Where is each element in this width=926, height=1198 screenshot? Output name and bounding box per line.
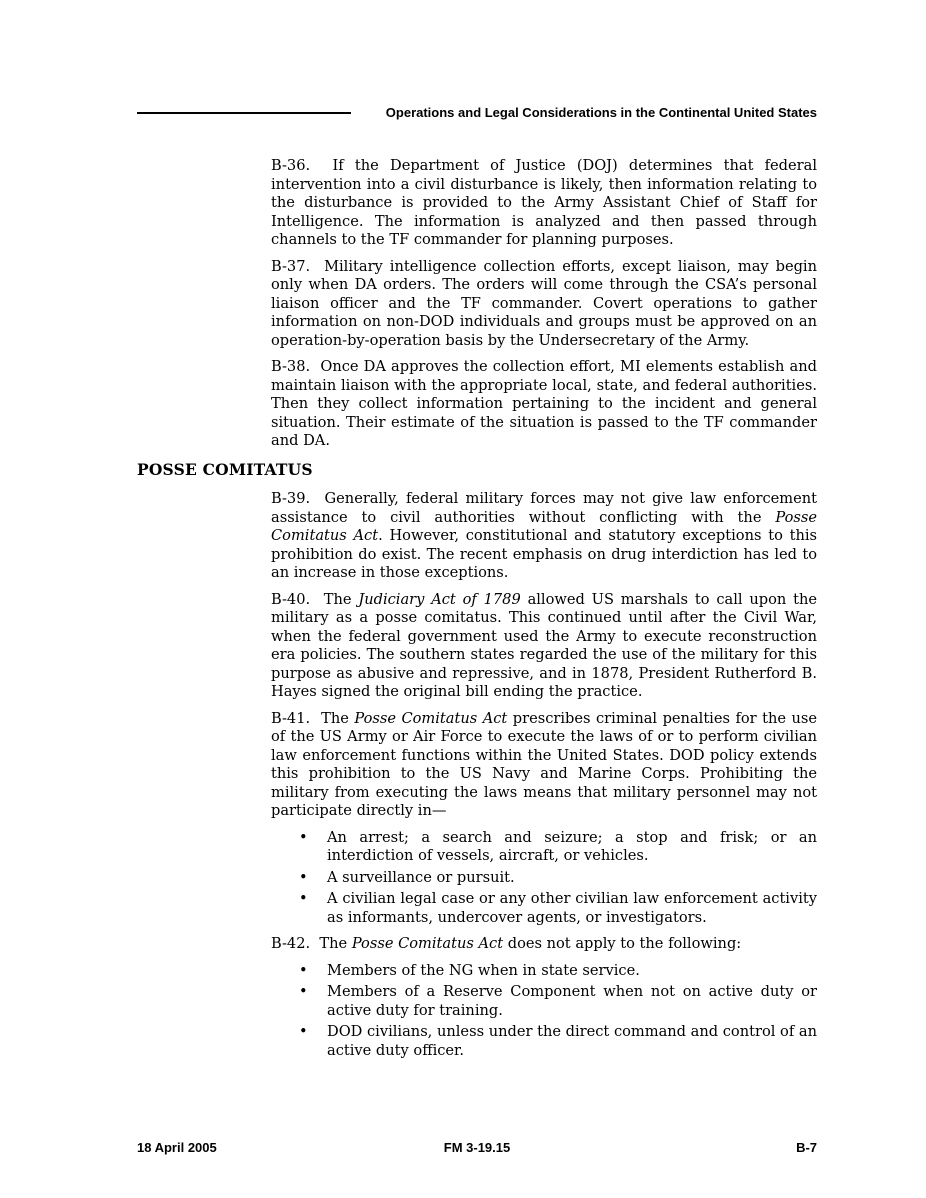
text-run: prescribes criminal penalties for the use of the US Army or Air Force to execute the laws of or to perform civilian law enforcement functions within the United States. DOD policy extends this prohibition to the US Navy and Marine Corps. Prohibiting the military from executing the laws means that military personnel may not participate directly in— <box>271 709 818 819</box>
page-footer <box>137 1140 817 1155</box>
text-run: allowed US marshals to call upon the military as a posse comitatus. This continued until after the Civil War, when the federal government used the Army to execute reconstruction era policies. The southern states regarded the use of the military for this purpose as abusive and repressive, and in 1878, President Rutherford B. Hayes signed the original bill ending the practice. <box>271 590 818 700</box>
paragraph-b-39 <box>271 490 817 583</box>
bullet-item <box>271 983 817 1020</box>
italic-text: Judiciary Act of 1789 <box>358 590 521 608</box>
text-run: A surveillance or pursuit. <box>327 868 515 886</box>
header-rule <box>137 112 351 114</box>
text-run: Members of the NG when in state service. <box>327 961 640 979</box>
section <box>137 461 817 1061</box>
section-heading: POSSE COMITATUS <box>137 459 313 479</box>
text-run: B-41. The <box>271 709 355 727</box>
text-run: Members of a Reserve Component when not on active duty or active duty for training. <box>327 983 817 1019</box>
footer-manual-number: FM 3-19.15 <box>443 1140 511 1155</box>
bullet-item <box>271 962 817 981</box>
running-head-title: Operations and Legal Considerations in the Continental United States <box>385 105 817 120</box>
italic-text: Posse Comitatus Act <box>351 935 504 952</box>
bullet-item <box>271 1023 817 1060</box>
paragraph-b-38 <box>271 358 817 451</box>
bullet-list <box>271 962 817 1061</box>
footer-page-number: B-7 <box>796 1140 818 1155</box>
paragraph-b-36 <box>271 157 817 250</box>
text-run: An arrest; a search and seizure; a stop and frisk; or an interdiction of vessels, aircraft, or vehicles. <box>327 828 817 864</box>
text-run: B-37. Military intelligence collection efforts, except liaison, may begin only when DA orders. The orders will come through the CSA’s personal liaison officer and the TF commander. Covert operations to gather information on non-DOD individuals and groups must be approved on an operation-by-operation basis by the Undersecretary of the Army. <box>271 257 817 349</box>
italic-text: Posse Comitatus Act <box>271 508 817 544</box>
text-run: DOD civilians, unless under the direct command and control of an active duty officer. <box>327 1023 817 1059</box>
paragraph-b-41 <box>271 710 817 821</box>
bullet-item <box>271 890 817 927</box>
paragraph-b-40 <box>271 591 817 702</box>
paragraph-b-42 <box>271 935 817 954</box>
text-run: . However, constitutional and statutory exceptions to this prohibition do exist. The recent emphasis on drug interdiction has led to an increase in those exceptions. <box>271 527 817 581</box>
text-run: B-36. If the Department of Justice (DOJ) determines that federal intervention into a civil disturbance is likely, then information relating to the disturbance is provided to the Army Assistant Chief of Staff for Intelligence. The information is analyzed and then passed through channels to the TF commander for planning purposes. <box>271 157 817 248</box>
text-run: does not apply to the following: <box>503 935 742 952</box>
bullet-list <box>271 829 817 928</box>
text-run: B-39. Generally, federal military forces may not give law enforcement assistance to civil authorities without conflicting with the <box>271 490 817 526</box>
paragraph-b-37 <box>271 258 817 351</box>
text-run: A civilian legal case or any other civilian law enforcement activity as informants, undercover agents, or investigators. <box>327 890 817 926</box>
italic-text: Posse Comitatus Act <box>354 709 508 727</box>
bullet-item <box>271 869 817 888</box>
page-header <box>137 105 817 121</box>
text-run: B-38. Once DA approves the collection effort, MI elements establish and maintain liaison with the appropriate local, state, and federal authorities. Then they collect information pertaining to the incident and general situation. Their estimate of the situation is passed to the TF commander and DA. <box>271 358 817 449</box>
section <box>137 157 817 451</box>
page-body <box>137 157 817 1068</box>
text-run: B-40. The <box>271 590 359 608</box>
text-run: B-42. The <box>271 935 352 952</box>
bullet-item <box>271 829 817 866</box>
footer-date: 18 April 2005 <box>137 1140 217 1155</box>
